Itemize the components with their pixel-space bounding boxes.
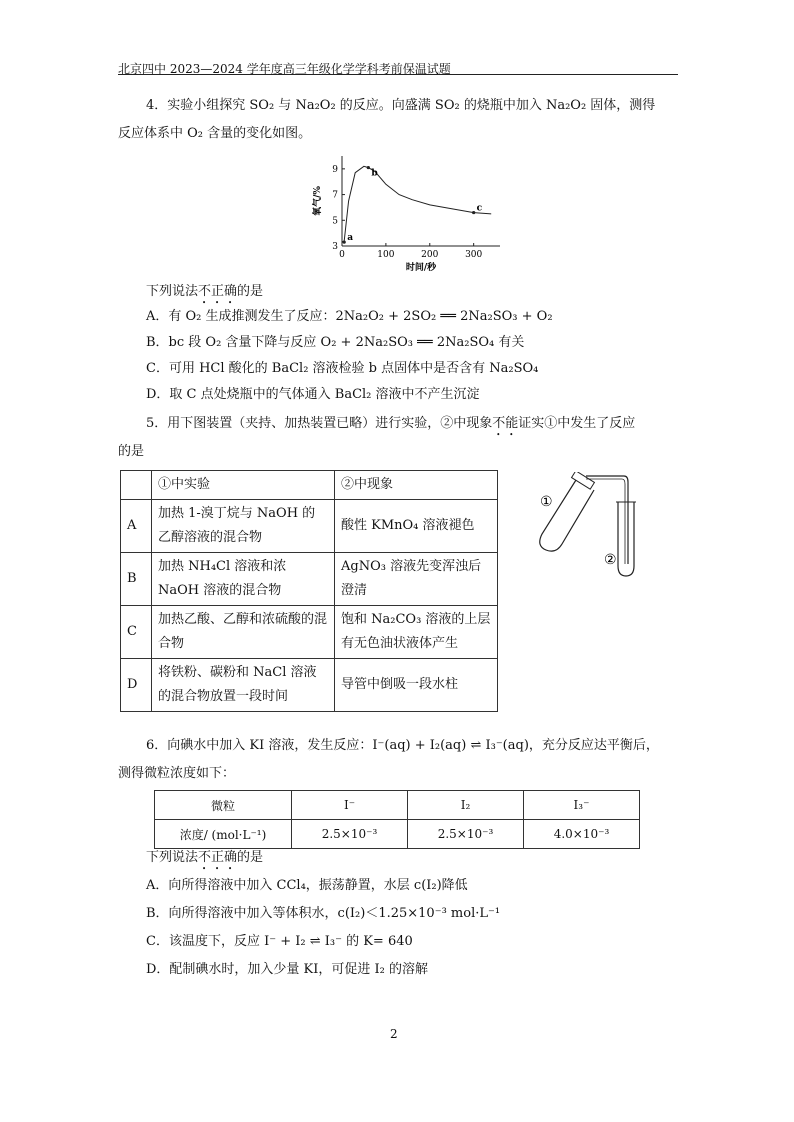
apparatus-diagram [528, 472, 644, 584]
series-line [342, 166, 491, 242]
row-experiment: 加热乙酸、乙醇和浓硫酸的混合物 [152, 606, 335, 659]
q4-stem-line2: 反应体系中 O₂ 含量的变化如图。 [118, 126, 312, 141]
q6-option-a: A．向所得溶液中加入 CCl₄，振荡静置，水层 c(I₂)降低 [146, 878, 468, 893]
table-cell: 浓度/ (mol·L⁻¹) [155, 820, 292, 849]
row-experiment: 加热 NH₄Cl 溶液和浓 NaOH 溶液的混合物 [152, 553, 335, 606]
table-cell: 2.5×10⁻³ [292, 820, 408, 849]
table-cell: 2.5×10⁻³ [408, 820, 524, 849]
tube-2 [618, 502, 634, 576]
q4-prompt: 下列说法不正确的是 [146, 284, 264, 299]
table-header-cell: 微粒 [155, 791, 292, 820]
point-b [367, 166, 370, 169]
row-key: D [121, 659, 152, 712]
q6-stem-line1: 6．向碘水中加入 KI 溶液，发生反应：I⁻(aq) + I₂(aq) ⇌ I₃⁻(aq)，充分反应达平衡后， [146, 738, 659, 753]
table-header-row [155, 791, 640, 820]
q6-option-b: B．向所得溶液中加入等体积水，c(I₂)＜1.25×10⁻³ mol·L⁻¹ [146, 906, 501, 921]
table-row [155, 820, 640, 849]
point-label-a: a [347, 233, 354, 244]
q6-stem-line2: 测得微粒浓度如下： [118, 766, 236, 781]
table-row [121, 659, 498, 712]
q4-stem-line1: 4．实验小组探究 SO₂ 与 Na₂O₂ 的反应。向盛满 SO₂ 的烧瓶中加入 Na₂O₂ 固体，测得 [146, 98, 656, 113]
q6-prompt: 下列说法不正确的是 [146, 850, 264, 865]
table-header-cell: I⁻ [292, 791, 408, 820]
row-experiment: 加热 1-溴丁烷与 NaOH 的乙醇溶液的混合物 [152, 500, 335, 553]
table-cell: 4.0×10⁻³ [524, 820, 640, 849]
page-number: 2 [390, 1027, 398, 1041]
y-tick-label: 7 [332, 190, 338, 201]
tube-1-label: ① [540, 494, 553, 510]
q4-option-a: A．有 O₂ 生成推测发生了反应：2Na₂O₂ + 2SO₂ ══ 2Na₂SO₃ + O₂ [146, 309, 553, 324]
table-header-cell [121, 471, 152, 500]
row-experiment: 将铁粉、碳粉和 NaCl 溶液的混合物放置一段时间 [152, 659, 335, 712]
o2-content-chart [308, 150, 508, 278]
q5-stem-line2: 的是 [118, 444, 145, 459]
y-tick-label: 5 [332, 216, 338, 227]
point-label-b: b [371, 168, 378, 179]
q4-option-b: B．bc 段 O₂ 含量下降与反应 O₂ + 2Na₂SO₃ ══ 2Na₂SO₄ 有关 [146, 335, 525, 350]
table-row [121, 553, 498, 606]
q6-option-c: C．该温度下，反应 I⁻ + I₂ ⇌ I₃⁻ 的 K= 640 [146, 934, 413, 949]
x-tick-label: 0 [339, 250, 345, 260]
x-axis-label: 时间/秒 [405, 263, 437, 273]
table-header-cell: ①中实验 [152, 471, 335, 500]
table-header-cell: I₂ [408, 791, 524, 820]
row-observation: AgNO₃ 溶液先变浑浊后澄清 [335, 553, 498, 606]
row-observation: 饱和 Na₂CO₃ 溶液的上层有无色油状液体产生 [335, 606, 498, 659]
x-tick-label: 300 [465, 250, 483, 260]
delivery-tube [586, 476, 628, 564]
header-rule [118, 74, 678, 75]
y-tick-label: 3 [332, 242, 338, 252]
q5-stem-line1: 5．用下图装置（夹持、加热装置已略）进行实验，②中现象不能证实①中发生了反应 [146, 416, 636, 431]
y-tick-label: 9 [332, 164, 338, 175]
page-header: 北京四中 2023—2024 学年度高三年级化学学科考前保温试题 [118, 62, 451, 76]
table-row [121, 606, 498, 659]
point-label-c: c [476, 203, 483, 214]
table-row [121, 500, 498, 553]
q5-table [120, 470, 498, 712]
table-header-cell: ②中现象 [335, 471, 498, 500]
row-key: C [121, 606, 152, 659]
q4-option-d: D．取 C 点处烧瓶中的气体通入 BaCl₂ 溶液中不产生沉淀 [146, 387, 480, 402]
row-observation: 酸性 KMnO₄ 溶液褪色 [335, 500, 498, 553]
q4-option-c: C．可用 HCl 酸化的 BaCl₂ 溶液检验 b 点固体中是否含有 Na₂SO₄ [146, 361, 539, 376]
q6-option-d: D．配制碘水时，加入少量 KI，可促进 I₂ 的溶解 [146, 962, 429, 977]
x-tick-label: 100 [377, 250, 395, 260]
y-axis-label: 氧气/% [313, 186, 323, 216]
table-header-cell: I₃⁻ [524, 791, 640, 820]
point-a [343, 241, 346, 244]
tube-1 [540, 472, 595, 551]
row-observation: 导管中倒吸一段水柱 [335, 659, 498, 712]
x-tick-label: 200 [421, 250, 439, 260]
row-key: A [121, 500, 152, 553]
q6-table [154, 790, 640, 849]
point-c [472, 211, 475, 214]
tube-2-label: ② [604, 552, 617, 568]
table-header-row [121, 471, 498, 500]
row-key: B [121, 553, 152, 606]
